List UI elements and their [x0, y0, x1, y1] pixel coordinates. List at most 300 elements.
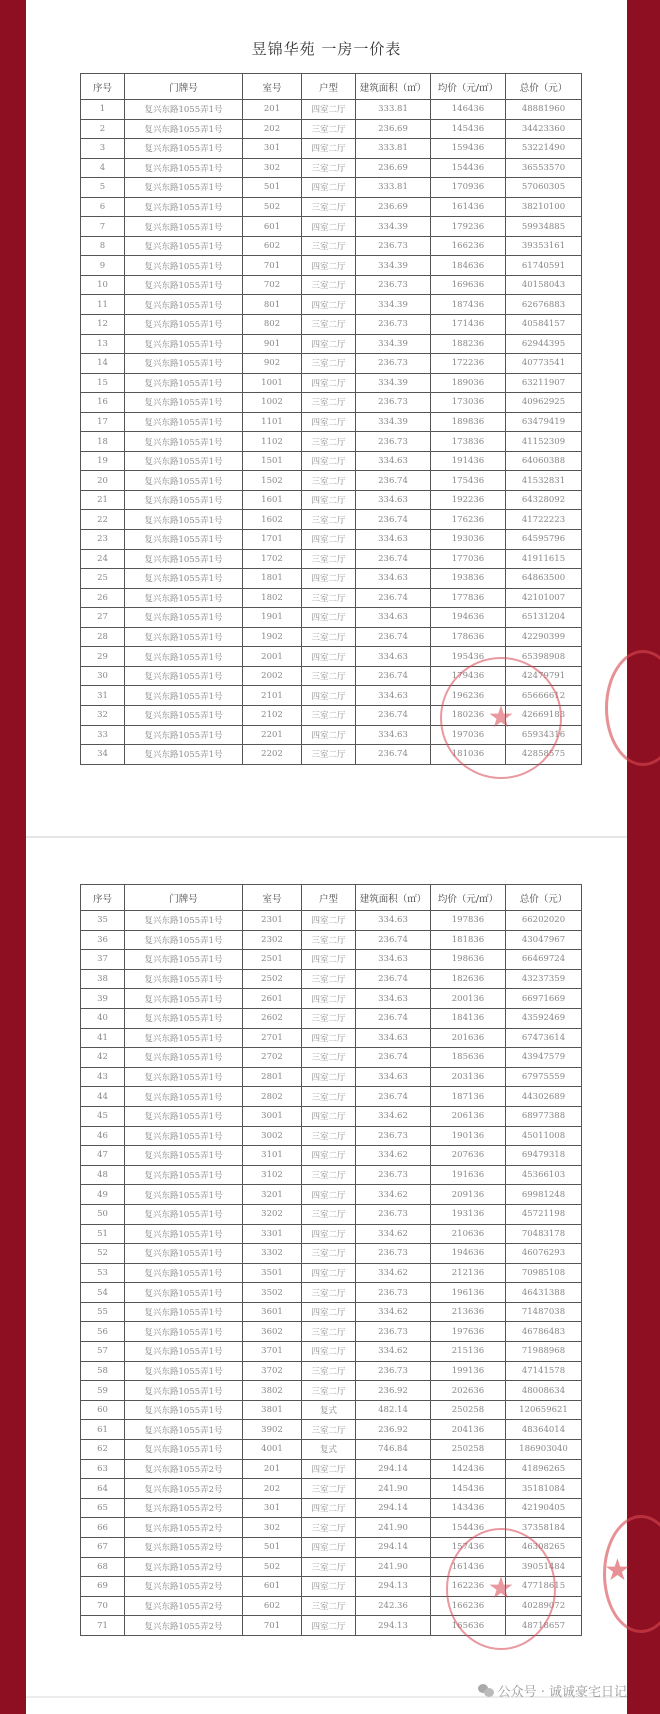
table-cell: 37358184: [506, 1518, 582, 1538]
table-cell: 3502: [243, 1283, 302, 1303]
table-cell: 复兴东路1055弄1号: [125, 373, 243, 393]
table-cell: 51: [81, 1224, 125, 1244]
table-cell: 四室二厅: [302, 647, 356, 667]
table-cell: 46: [81, 1126, 125, 1146]
table-cell: 复兴东路1055弄1号: [125, 197, 243, 217]
table-row: [81, 1440, 582, 1460]
table-cell: 334.62: [356, 1263, 431, 1283]
table-cell: 334.63: [356, 911, 431, 931]
table-cell: 236.73: [356, 1361, 431, 1381]
table-cell: 四室二厅: [302, 295, 356, 315]
table-cell: 236.73: [356, 393, 431, 413]
table-cell: 202: [243, 1479, 302, 1499]
table-cell: 301: [243, 1498, 302, 1518]
table-cell: 36: [81, 930, 125, 950]
table-cell: 236.74: [356, 627, 431, 647]
table-cell: 602: [243, 1596, 302, 1616]
table-cell: 复兴东路1055弄1号: [125, 412, 243, 432]
table-cell: 53221490: [506, 139, 582, 159]
table-cell: 复兴东路1055弄1号: [125, 315, 243, 335]
column-header: 户型: [302, 885, 356, 911]
table-cell: 复兴东路1055弄1号: [125, 745, 243, 765]
table-cell: 69981248: [506, 1185, 582, 1205]
table-cell: 三室二厅: [302, 930, 356, 950]
table-cell: 200136: [431, 989, 506, 1009]
table-cell: 复兴东路1055弄1号: [125, 256, 243, 276]
table-cell: 202: [243, 119, 302, 139]
table-cell: 67473614: [506, 1028, 582, 1048]
table-row: [81, 315, 582, 335]
table-cell: 199136: [431, 1361, 506, 1381]
table-cell: 36553570: [506, 158, 582, 178]
table-cell: 三室二厅: [302, 1518, 356, 1538]
table-cell: 四室二厅: [302, 1616, 356, 1636]
table-cell: 195436: [431, 647, 506, 667]
table-cell: 482.14: [356, 1400, 431, 1420]
table-cell: 334.63: [356, 490, 431, 510]
table-cell: 2302: [243, 930, 302, 950]
table-cell: 39051484: [506, 1557, 582, 1577]
table-cell: 181836: [431, 930, 506, 950]
table-cell: 复兴东路1055弄1号: [125, 725, 243, 745]
table-cell: 复兴东路1055弄1号: [125, 1048, 243, 1068]
column-header: 总价（元）: [506, 74, 582, 100]
table-cell: 64328092: [506, 490, 582, 510]
table-cell: 334.62: [356, 1146, 431, 1166]
table-cell: 236.73: [356, 236, 431, 256]
table-cell: 复兴东路1055弄1号: [125, 969, 243, 989]
table-cell: 59: [81, 1381, 125, 1401]
column-header: 序号: [81, 885, 125, 911]
table-cell: 2001: [243, 647, 302, 667]
table-cell: 46431388: [506, 1283, 582, 1303]
table-row: [81, 969, 582, 989]
table-cell: 166236: [431, 1596, 506, 1616]
table-cell: 四室二厅: [302, 1028, 356, 1048]
table-cell: 157436: [431, 1538, 506, 1558]
table-row: [81, 549, 582, 569]
table-cell: 176236: [431, 510, 506, 530]
table-cell: 复兴东路1055弄1号: [125, 510, 243, 530]
table-row: [81, 197, 582, 217]
table-cell: 294.13: [356, 1616, 431, 1636]
table-cell: 201: [243, 1459, 302, 1479]
table-cell: 四室二厅: [302, 950, 356, 970]
table-cell: 复兴东路1055弄1号: [125, 100, 243, 120]
table-cell: 3202: [243, 1204, 302, 1224]
table-cell: 43947579: [506, 1048, 582, 1068]
table-cell: 48718657: [506, 1616, 582, 1636]
table-header-row: [81, 885, 582, 911]
table-cell: 334.62: [356, 1185, 431, 1205]
table-cell: 三室二厅: [302, 1322, 356, 1342]
table-row: [81, 139, 582, 159]
table-cell: 39353161: [506, 236, 582, 256]
table-cell: 201636: [431, 1028, 506, 1048]
table-cell: 40962925: [506, 393, 582, 413]
table-cell: 三室二厅: [302, 1381, 356, 1401]
table-row: [81, 588, 582, 608]
table-cell: 四室二厅: [302, 686, 356, 706]
table-cell: 22: [81, 510, 125, 530]
table-cell: 42190405: [506, 1498, 582, 1518]
table-cell: 57060305: [506, 178, 582, 198]
table-cell: 三室二厅: [302, 393, 356, 413]
table-cell: 复兴东路1055弄1号: [125, 686, 243, 706]
table-cell: 601: [243, 217, 302, 237]
table-cell: 6: [81, 197, 125, 217]
document-title: 昱锦华苑 一房一价表: [251, 40, 402, 58]
table-cell: 12: [81, 315, 125, 335]
table-cell: 196236: [431, 686, 506, 706]
table-cell: 四室二厅: [302, 1302, 356, 1322]
table-cell: 198636: [431, 950, 506, 970]
table-cell: 45011008: [506, 1126, 582, 1146]
table-cell: 三室二厅: [302, 1557, 356, 1577]
table-cell: 184636: [431, 256, 506, 276]
table-cell: 3301: [243, 1224, 302, 1244]
table-row: [81, 236, 582, 256]
table-cell: 172236: [431, 354, 506, 374]
table-cell: 236.74: [356, 471, 431, 491]
table-cell: 复兴东路1055弄1号: [125, 1361, 243, 1381]
table-cell: 175436: [431, 471, 506, 491]
table-cell: 210636: [431, 1224, 506, 1244]
table-cell: 三室二厅: [302, 705, 356, 725]
table-cell: 63: [81, 1459, 125, 1479]
table-cell: 四室二厅: [302, 1577, 356, 1597]
table-cell: 四室二厅: [302, 373, 356, 393]
table-row: [81, 490, 582, 510]
table-cell: 184136: [431, 1008, 506, 1028]
table-cell: 1001: [243, 373, 302, 393]
table-cell: 11: [81, 295, 125, 315]
table-cell: 334.62: [356, 1106, 431, 1126]
table-cell: 2102: [243, 705, 302, 725]
table-cell: 复兴东路1055弄1号: [125, 549, 243, 569]
table-row: [81, 1028, 582, 1048]
table-cell: 47141578: [506, 1361, 582, 1381]
table-cell: 48: [81, 1165, 125, 1185]
table-cell: 三室二厅: [302, 315, 356, 335]
table-cell: 294.14: [356, 1459, 431, 1479]
table-row: [81, 275, 582, 295]
table-cell: 236.73: [356, 315, 431, 335]
table-cell: 63211907: [506, 373, 582, 393]
table-cell: 66971669: [506, 989, 582, 1009]
table-cell: 3001: [243, 1106, 302, 1126]
table-cell: 71487038: [506, 1302, 582, 1322]
table-cell: 193136: [431, 1204, 506, 1224]
table-cell: 复兴东路1055弄1号: [125, 295, 243, 315]
table-cell: 3102: [243, 1165, 302, 1185]
table-row: [81, 178, 582, 198]
table-cell: 188236: [431, 334, 506, 354]
table-cell: 193836: [431, 569, 506, 589]
table-cell: 42101007: [506, 588, 582, 608]
table-cell: 31: [81, 686, 125, 706]
table-cell: 190136: [431, 1126, 506, 1146]
table-cell: 177836: [431, 588, 506, 608]
table-cell: 41: [81, 1028, 125, 1048]
table-cell: 62676883: [506, 295, 582, 315]
table-row: [81, 1381, 582, 1401]
table-cell: 三室二厅: [302, 119, 356, 139]
table-cell: 复兴东路1055弄1号: [125, 275, 243, 295]
table-row: [81, 911, 582, 931]
table-cell: 189836: [431, 412, 506, 432]
table-cell: 236.73: [356, 432, 431, 452]
table-cell: 334.63: [356, 451, 431, 471]
table-row: [81, 1459, 582, 1479]
table-cell: 70483178: [506, 1224, 582, 1244]
table-cell: 334.39: [356, 334, 431, 354]
table-cell: 59934885: [506, 217, 582, 237]
table-cell: 3701: [243, 1342, 302, 1362]
table-cell: 64: [81, 1479, 125, 1499]
table-cell: 四室二厅: [302, 1106, 356, 1126]
column-header: 建筑面积（㎡）: [356, 885, 431, 911]
table-cell: 19: [81, 451, 125, 471]
table-cell: 三室二厅: [302, 354, 356, 374]
table-cell: 13: [81, 334, 125, 354]
table-cell: 701: [243, 1616, 302, 1636]
table-cell: 24: [81, 549, 125, 569]
table-cell: 复兴东路1055弄1号: [125, 1008, 243, 1028]
table-cell: 66202020: [506, 911, 582, 931]
table-cell: 复兴东路1055弄1号: [125, 1244, 243, 1264]
table-cell: 236.74: [356, 549, 431, 569]
table-row: [81, 393, 582, 413]
table-row: [81, 1322, 582, 1342]
table-cell: 复兴东路1055弄1号: [125, 393, 243, 413]
table-cell: 236.74: [356, 666, 431, 686]
column-header: 室号: [243, 885, 302, 911]
table-cell: 32: [81, 705, 125, 725]
table-row: [81, 950, 582, 970]
table-cell: 3101: [243, 1146, 302, 1166]
table-cell: 145436: [431, 1479, 506, 1499]
table-cell: 3002: [243, 1126, 302, 1146]
table-cell: 65131204: [506, 608, 582, 628]
table-cell: 40158043: [506, 275, 582, 295]
table-cell: 166236: [431, 236, 506, 256]
table-cell: 301: [243, 139, 302, 159]
seal-star-icon: ★: [604, 1553, 631, 1588]
table-row: [81, 295, 582, 315]
table-cell: 复兴东路1055弄1号: [125, 178, 243, 198]
table-cell: 206136: [431, 1106, 506, 1126]
table-cell: 40773541: [506, 354, 582, 374]
table-cell: 四室二厅: [302, 569, 356, 589]
table-row: [81, 217, 582, 237]
table-cell: 复兴东路1055弄2号: [125, 1557, 243, 1577]
table-cell: 45: [81, 1106, 125, 1126]
table-row: [81, 412, 582, 432]
table-cell: 15: [81, 373, 125, 393]
table-cell: 334.62: [356, 1342, 431, 1362]
table-cell: 四室二厅: [302, 608, 356, 628]
table-cell: 47718615: [506, 1577, 582, 1597]
seal-star-icon: ★: [487, 1571, 515, 1606]
table-cell: 复兴东路1055弄1号: [125, 1126, 243, 1146]
table-cell: 41152309: [506, 432, 582, 452]
table-cell: 236.92: [356, 1420, 431, 1440]
table-cell: 复兴东路1055弄1号: [125, 911, 243, 931]
table-cell: 501: [243, 178, 302, 198]
table-cell: 三室二厅: [302, 1479, 356, 1499]
watermark-text: 公众号 · 诚诚豪宅日记: [497, 1685, 627, 1700]
table-cell: 复兴东路1055弄1号: [125, 666, 243, 686]
table-cell: 三室二厅: [302, 1008, 356, 1028]
table-cell: 171436: [431, 315, 506, 335]
table-row: [81, 471, 582, 491]
table-cell: 37: [81, 950, 125, 970]
table-cell: 35: [81, 911, 125, 931]
table-cell: 702: [243, 275, 302, 295]
table-cell: 161436: [431, 197, 506, 217]
table-row: [81, 1126, 582, 1146]
table-row: [81, 530, 582, 550]
table-row: [81, 930, 582, 950]
table-cell: 334.63: [356, 989, 431, 1009]
table-body: [81, 911, 582, 1636]
table-cell: 58: [81, 1361, 125, 1381]
watermark: [478, 1681, 627, 1700]
table-cell: 236.74: [356, 1008, 431, 1028]
table-cell: 334.39: [356, 256, 431, 276]
table-cell: 4: [81, 158, 125, 178]
table-cell: 236.73: [356, 1165, 431, 1185]
table-cell: 69: [81, 1577, 125, 1597]
table-cell: 复兴东路1055弄1号: [125, 334, 243, 354]
table-cell: 复兴东路1055弄1号: [125, 1067, 243, 1087]
table-cell: 三室二厅: [302, 1087, 356, 1107]
table-cell: 333.81: [356, 100, 431, 120]
table-cell: 236.92: [356, 1381, 431, 1401]
table-cell: 复兴东路1055弄1号: [125, 1087, 243, 1107]
column-header: 门牌号: [125, 885, 243, 911]
table-cell: 四室二厅: [302, 911, 356, 931]
table-cell: 65: [81, 1498, 125, 1518]
table-cell: 1101: [243, 412, 302, 432]
table-cell: 66: [81, 1518, 125, 1538]
table-header-row: [81, 74, 582, 100]
column-header: 户型: [302, 74, 356, 100]
table-cell: 三室二厅: [302, 1361, 356, 1381]
table-cell: 154436: [431, 1518, 506, 1538]
table-cell: 142436: [431, 1459, 506, 1479]
table-row: [81, 1106, 582, 1126]
table-cell: 复兴东路1055弄1号: [125, 490, 243, 510]
table-cell: 701: [243, 256, 302, 276]
table-cell: 复兴东路1055弄1号: [125, 627, 243, 647]
table-cell: 26: [81, 588, 125, 608]
table-cell: 50: [81, 1204, 125, 1224]
table-cell: 42: [81, 1048, 125, 1068]
table-cell: 10: [81, 275, 125, 295]
table-cell: 1: [81, 100, 125, 120]
table-cell: 146436: [431, 100, 506, 120]
table-cell: 复兴东路1055弄1号: [125, 236, 243, 256]
table-cell: 67975559: [506, 1067, 582, 1087]
table-cell: 334.63: [356, 608, 431, 628]
table-cell: 333.81: [356, 178, 431, 198]
table-row: [81, 510, 582, 530]
table-cell: 242.36: [356, 1596, 431, 1616]
table-cell: 7: [81, 217, 125, 237]
table-cell: 四室二厅: [302, 100, 356, 120]
table-cell: 70985108: [506, 1263, 582, 1283]
table-row: [81, 1185, 582, 1205]
table-cell: 334.63: [356, 569, 431, 589]
table-cell: 三室二厅: [302, 1420, 356, 1440]
column-header: 门牌号: [125, 74, 243, 100]
table-cell: 1901: [243, 608, 302, 628]
table-cell: 1102: [243, 432, 302, 452]
table-cell: 复兴东路1055弄2号: [125, 1577, 243, 1597]
table-cell: 40584157: [506, 315, 582, 335]
table-cell: 复兴东路1055弄1号: [125, 1381, 243, 1401]
table-cell: 复兴东路1055弄1号: [125, 1342, 243, 1362]
table-cell: 236.74: [356, 1048, 431, 1068]
table-cell: 三室二厅: [302, 549, 356, 569]
table-cell: 46308265: [506, 1538, 582, 1558]
table-cell: 334.62: [356, 1302, 431, 1322]
official-seal-stamp: [440, 657, 562, 779]
table-cell: 64060388: [506, 451, 582, 471]
table-cell: 复兴东路1055弄1号: [125, 608, 243, 628]
table-cell: 四室二厅: [302, 412, 356, 432]
table-cell: 复兴东路1055弄1号: [125, 354, 243, 374]
table-cell: 四室二厅: [302, 1538, 356, 1558]
table-cell: 复兴东路1055弄1号: [125, 1028, 243, 1048]
table-cell: 3902: [243, 1420, 302, 1440]
table-cell: 复兴东路1055弄1号: [125, 119, 243, 139]
price-table-2: [80, 884, 582, 1636]
table-cell: 1502: [243, 471, 302, 491]
table-cell: 1802: [243, 588, 302, 608]
table-cell: 179236: [431, 217, 506, 237]
table-cell: 197036: [431, 725, 506, 745]
table-cell: 3801: [243, 1400, 302, 1420]
table-cell: 241.90: [356, 1479, 431, 1499]
table-cell: 复兴东路1055弄1号: [125, 530, 243, 550]
table-cell: 173036: [431, 393, 506, 413]
table-cell: 三室二厅: [302, 627, 356, 647]
table-cell: 186903040: [506, 1440, 582, 1460]
table-cell: 1002: [243, 393, 302, 413]
table-row: [81, 354, 582, 374]
table-cell: 1702: [243, 549, 302, 569]
table-cell: 三室二厅: [302, 588, 356, 608]
table-cell: 2601: [243, 989, 302, 1009]
table-row: [81, 569, 582, 589]
table-row: [81, 432, 582, 452]
table-cell: 42479791: [506, 666, 582, 686]
table-cell: 62944395: [506, 334, 582, 354]
table-cell: 四室二厅: [302, 1263, 356, 1283]
table-cell: 3702: [243, 1361, 302, 1381]
seal-star-icon: ★: [487, 700, 515, 735]
table-cell: 三室二厅: [302, 1244, 356, 1264]
table-cell: 三室二厅: [302, 510, 356, 530]
table-cell: 191636: [431, 1165, 506, 1185]
table-cell: 65398908: [506, 647, 582, 667]
table-row: [81, 1087, 582, 1107]
table-cell: 334.39: [356, 295, 431, 315]
table-cell: 187436: [431, 295, 506, 315]
